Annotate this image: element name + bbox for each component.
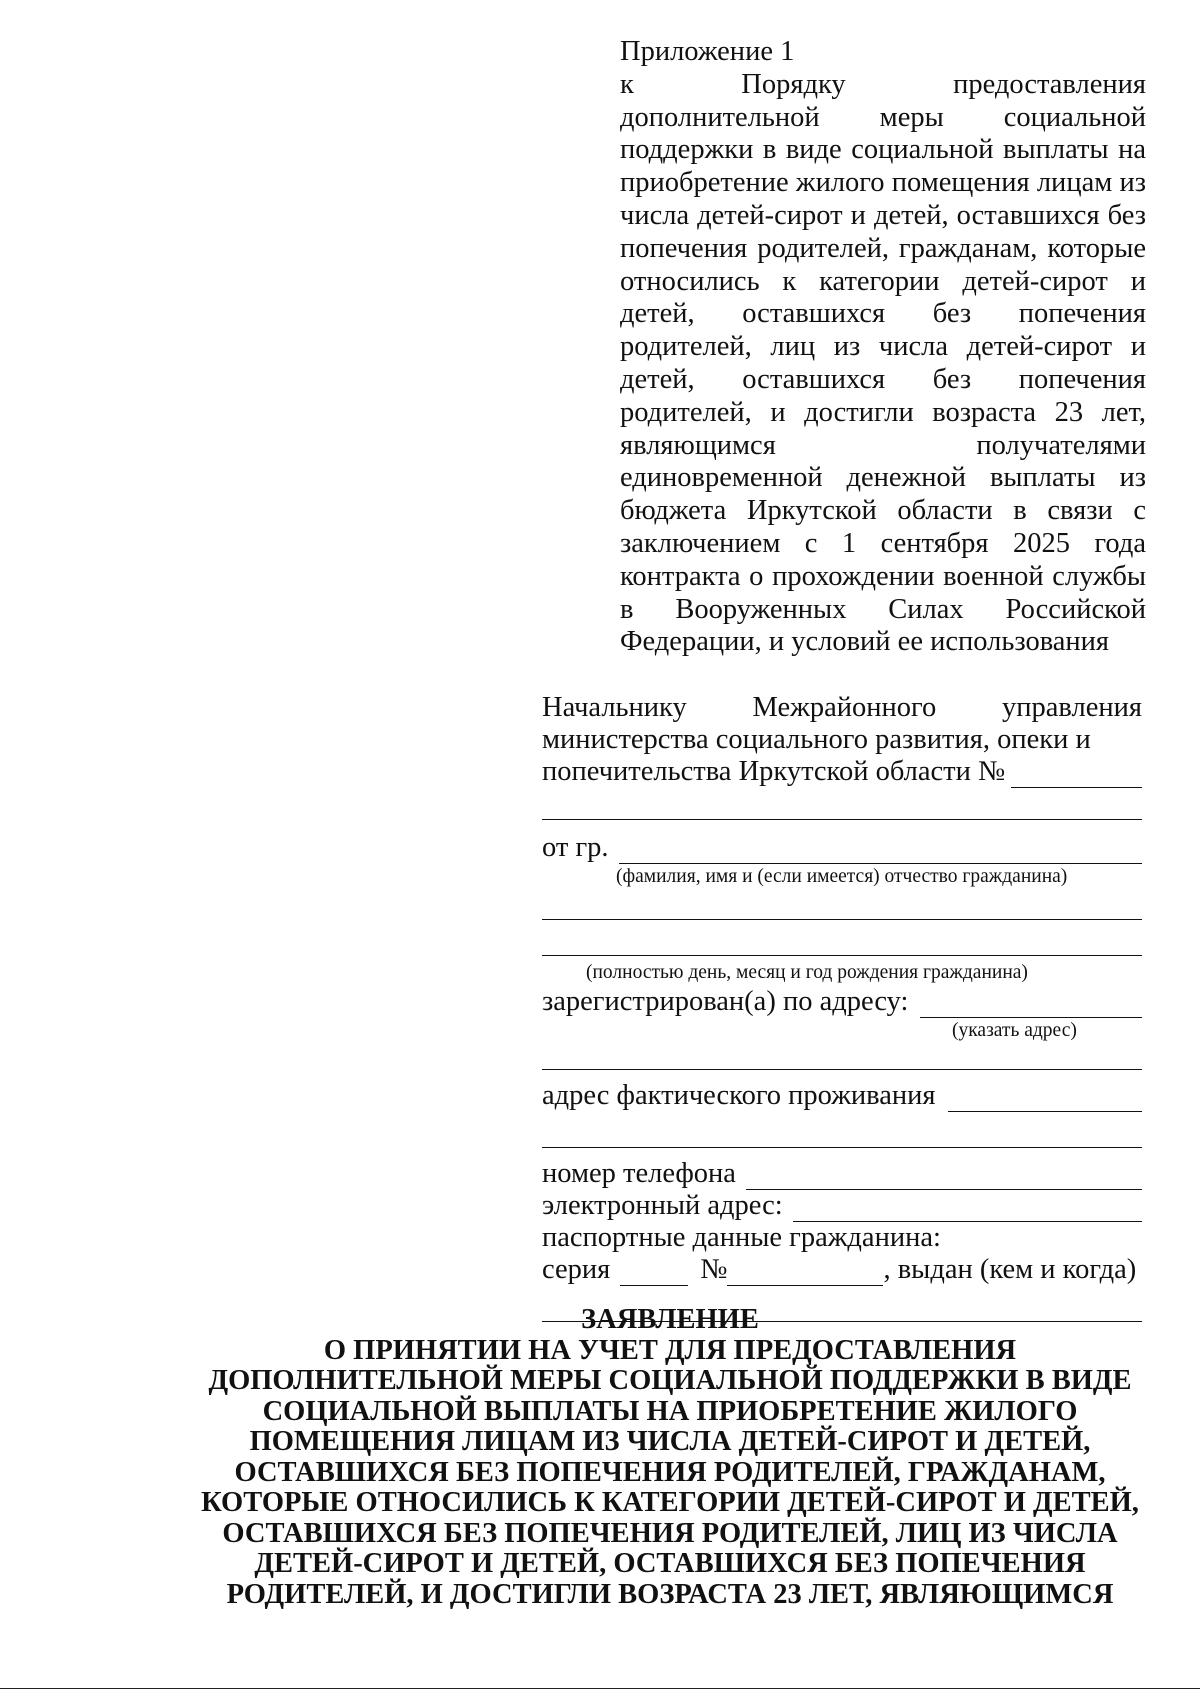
title-line: КОТОРЫЕ ОТНОСИЛИСЬ К КАТЕГОРИИ ДЕТЕЙ-СИРОТ И ДЕТЕЙ, [201, 1487, 1139, 1518]
email-label: электронный адрес: [542, 1190, 783, 1221]
document-title [160, 1305, 1180, 1610]
email-row [542, 1190, 1142, 1222]
title-line: ДЕТЕЙ-СИРОТ И ДЕТЕЙ, ОСТАВШИХСЯ БЕЗ ПОПЕЧЕНИЯ [254, 1548, 1086, 1579]
actual-address-row [542, 1080, 1142, 1112]
department-continuation-field[interactable] [542, 818, 1142, 820]
page-bottom-rule [0, 1688, 1200, 1689]
title-line: РОДИТЕЛЕЙ, И ДОСТИГЛИ ВОЗРАСТА 23 ЛЕТ, ЯВЛЯЮЩИМСЯ [226, 1578, 1114, 1610]
phone-label: номер телефона [542, 1158, 736, 1189]
actual-address-continuation-field[interactable] [542, 1146, 1142, 1148]
addressee-form [542, 692, 1142, 1322]
addressee-line-2: попечительства Иркутской области № [542, 756, 1006, 787]
title-line: ПОМЕЩЕНИЯ ЛИЦАМ ИЗ ЧИСЛА ДЕТЕЙ-СИРОТ И ДЕТЕЙ, [249, 1426, 1091, 1457]
from-label: от гр. [542, 832, 609, 863]
registered-address-field[interactable] [920, 993, 1142, 1018]
appendix-block [620, 36, 1146, 659]
birth-date-field[interactable] [542, 954, 1142, 956]
appendix-title: Приложение 1 [620, 36, 795, 67]
applicant-name-field[interactable] [619, 839, 1142, 864]
passport-number-field[interactable] [727, 1261, 883, 1286]
dob-caption: (полностью день, месяц и год рождения гражданина) [586, 962, 1028, 983]
applicant-name-row [542, 832, 1142, 864]
phone-row [542, 1158, 1142, 1190]
actual-address-field[interactable] [948, 1087, 1142, 1112]
actual-address-label: адрес фактического проживания [542, 1080, 936, 1111]
appendix-text: к Порядку предоставления дополнительной меры социальной поддержки в виде социальной выплаты на приобретение жилого помещения лицам из числа детей-сирот и детей, оставшихся без попечения родителей, гражданам, которые относились к категории детей-сирот и детей, оставшихся без попечения родителей, лиц из числа детей-сирот и детей, оставшихся без попечения родителей, и достигли возраста 23 лет, являющимся получателями единовременной денежной выплаты из бюджета Иркутской области в связи с заключением с 1 сентября 2025 года контракта о прохождении военной службы в Вооруженных Силах Российской Федерации, и условий ее использования [620, 68, 1146, 658]
department-number-row [542, 756, 1142, 788]
registered-address-continuation-field[interactable] [542, 1068, 1142, 1070]
series-label: серия [542, 1254, 611, 1285]
title-line: ОСТАВШИХСЯ БЕЗ ПОПЕЧЕНИЯ РОДИТЕЛЕЙ, ЛИЦ ИЗ ЧИСЛА [222, 1517, 1118, 1549]
title-line: ЗАЯВЛЕНИЕ [581, 1304, 759, 1335]
title-line: СОЦИАЛЬНОЙ ВЫПЛАТЫ НА ПРИОБРЕТЕНИЕ ЖИЛОГО [262, 1395, 1078, 1427]
registered-label: зарегистрирован(а) по адресу: [542, 986, 909, 1017]
number-label: № [700, 1254, 728, 1285]
department-number-field[interactable] [1011, 763, 1142, 788]
phone-field[interactable] [746, 1165, 1142, 1190]
addressee-line-1: Начальнику Межрайонного управления министерства социального развития, опеки и [542, 692, 1142, 755]
title-line: О ПРИНЯТИИ НА УЧЕТ ДЛЯ ПРЕДОСТАВЛЕНИЯ [323, 1334, 1017, 1366]
address-caption: (указать адрес) [952, 1020, 1077, 1041]
registered-address-row [542, 986, 1142, 1018]
passport-label: паспортные данные гражданина: [542, 1222, 941, 1253]
passport-row [542, 1254, 1142, 1286]
issued-label: , выдан (кем и когда) [883, 1254, 1137, 1285]
title-line: ОСТАВШИХСЯ БЕЗ ПОПЕЧЕНИЯ РОДИТЕЛЕЙ, ГРАЖДАНАМ, [234, 1456, 1106, 1488]
email-field[interactable] [793, 1197, 1142, 1222]
title-line: ДОПОЛНИТЕЛЬНОЙ МЕРЫ СОЦИАЛЬНОЙ ПОДДЕРЖКИ В ВИДЕ [208, 1365, 1132, 1396]
passport-series-field[interactable] [620, 1261, 688, 1286]
fio-caption: (фамилия, имя и (если имеется) отчество гражданина) [616, 866, 1068, 887]
applicant-name-continuation-field[interactable] [542, 918, 1142, 920]
